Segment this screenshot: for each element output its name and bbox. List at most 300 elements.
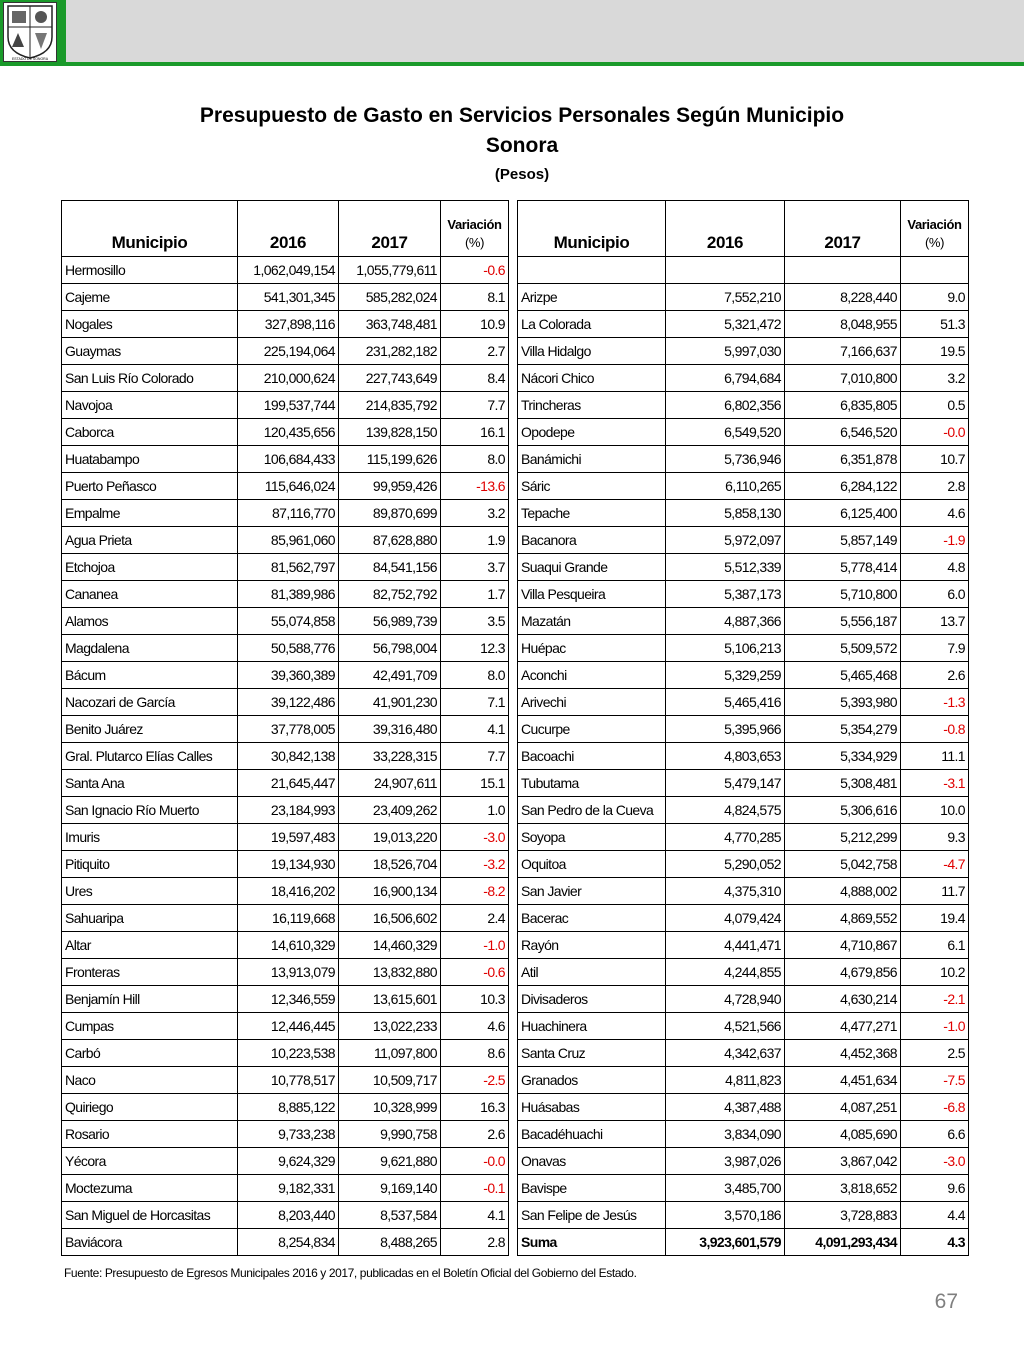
cell-municipio: Carbó	[62, 1040, 238, 1067]
cell-variacion: 19.4	[901, 905, 969, 932]
cell-2016: 8,203,440	[238, 1202, 339, 1229]
cell-variacion: 16.3	[441, 1094, 509, 1121]
cell-2016: 5,465,416	[666, 689, 785, 716]
cell-2016: 120,435,656	[238, 419, 339, 446]
cell-2016: 5,395,966	[666, 716, 785, 743]
table-row	[518, 392, 969, 419]
cell-municipio: San Felipe de Jesús	[518, 1202, 666, 1229]
cell-municipio: Rayón	[518, 932, 666, 959]
cell-2016: 4,824,575	[666, 797, 785, 824]
cell-municipio: Gral. Plutarco Elías Calles	[62, 743, 238, 770]
table-row	[62, 311, 509, 338]
cell-variacion: -0.8	[901, 716, 969, 743]
cell-variacion: 1.7	[441, 581, 509, 608]
cell-2017: 5,710,800	[785, 581, 901, 608]
table-row	[518, 473, 969, 500]
cell-2016: 4,387,488	[666, 1094, 785, 1121]
cell-2017: 5,465,468	[785, 662, 901, 689]
cell-2017: 56,798,004	[339, 635, 441, 662]
cell-2017: 39,316,480	[339, 716, 441, 743]
cell-2017: 6,284,122	[785, 473, 901, 500]
cell-municipio: San Miguel de Horcasitas	[62, 1202, 238, 1229]
cell-2017: 231,282,182	[339, 338, 441, 365]
page-number: 67	[934, 1290, 958, 1313]
left-budget-table	[61, 200, 509, 1256]
cell-municipio: Oquitoa	[518, 851, 666, 878]
cell-variacion: 6.6	[901, 1121, 969, 1148]
cell-municipio: Guaymas	[62, 338, 238, 365]
cell-2016: 6,549,520	[666, 419, 785, 446]
svg-text:ESTADO DE SONORA: ESTADO DE SONORA	[11, 57, 49, 61]
cell-2017	[785, 257, 901, 284]
cell-2016: 9,733,238	[238, 1121, 339, 1148]
table-row	[518, 1040, 969, 1067]
cell-2017: 5,393,980	[785, 689, 901, 716]
cell-2017: 585,282,024	[339, 284, 441, 311]
table-row	[518, 419, 969, 446]
cell-variacion: -0.0	[901, 419, 969, 446]
table-row	[62, 932, 509, 959]
cell-2017: 5,556,187	[785, 608, 901, 635]
table-row	[518, 1229, 969, 1256]
cell-municipio: Arivechi	[518, 689, 666, 716]
cell-municipio: Huachinera	[518, 1013, 666, 1040]
cell-municipio: Bacadéhuachi	[518, 1121, 666, 1148]
cell-2017: 23,409,262	[339, 797, 441, 824]
table-row	[62, 1175, 509, 1202]
table-row	[518, 446, 969, 473]
cell-municipio: Banámichi	[518, 446, 666, 473]
cell-variacion: -3.0	[901, 1148, 969, 1175]
table-row	[62, 986, 509, 1013]
cell-variacion: 10.2	[901, 959, 969, 986]
cell-2016: 210,000,624	[238, 365, 339, 392]
table-row	[62, 689, 509, 716]
col-header-2016: 2016	[238, 201, 339, 257]
cell-variacion: -6.8	[901, 1094, 969, 1121]
cell-variacion: -7.5	[901, 1067, 969, 1094]
cell-2017: 6,546,520	[785, 419, 901, 446]
cell-variacion: 9.0	[901, 284, 969, 311]
cell-2017: 4,679,856	[785, 959, 901, 986]
table-row	[62, 1148, 509, 1175]
cell-2017: 9,169,140	[339, 1175, 441, 1202]
cell-municipio: Nogales	[62, 311, 238, 338]
cell-2017: 363,748,481	[339, 311, 441, 338]
cell-2016: 541,301,345	[238, 284, 339, 311]
cell-variacion: 10.9	[441, 311, 509, 338]
table-row	[518, 905, 969, 932]
cell-variacion: -0.0	[441, 1148, 509, 1175]
table-row	[518, 608, 969, 635]
cell-2017: 89,870,699	[339, 500, 441, 527]
table-row	[62, 419, 509, 446]
cell-variacion: 8.1	[441, 284, 509, 311]
cell-variacion: 4.6	[901, 500, 969, 527]
cell-municipio: Fronteras	[62, 959, 238, 986]
cell-municipio: San Javier	[518, 878, 666, 905]
cell-2016: 5,387,173	[666, 581, 785, 608]
cell-municipio: Mazatán	[518, 608, 666, 635]
table-row	[62, 1040, 509, 1067]
col-header-municipio: Municipio	[62, 201, 238, 257]
cell-2017: 4,869,552	[785, 905, 901, 932]
cell-municipio: Bacoachi	[518, 743, 666, 770]
cell-2017: 4,091,293,434	[785, 1229, 901, 1256]
table-row	[62, 392, 509, 419]
banner-divider	[0, 62, 1024, 66]
table-row	[518, 338, 969, 365]
table-row	[62, 851, 509, 878]
cell-2016: 1,062,049,154	[238, 257, 339, 284]
table-row	[62, 608, 509, 635]
cell-municipio: Villa Pesqueira	[518, 581, 666, 608]
cell-2016: 19,597,483	[238, 824, 339, 851]
cell-2016: 4,803,653	[666, 743, 785, 770]
variacion-label: Variación	[447, 217, 502, 232]
cell-municipio: Yécora	[62, 1148, 238, 1175]
cell-2016: 3,485,700	[666, 1175, 785, 1202]
cell-municipio: Granados	[518, 1067, 666, 1094]
table-row	[62, 662, 509, 689]
cell-2016: 4,887,366	[666, 608, 785, 635]
cell-variacion: 15.1	[441, 770, 509, 797]
cell-2017: 3,728,883	[785, 1202, 901, 1229]
cell-2017: 18,526,704	[339, 851, 441, 878]
cell-variacion: 2.6	[441, 1121, 509, 1148]
cell-2016: 30,842,138	[238, 743, 339, 770]
cell-2017: 99,959,426	[339, 473, 441, 500]
col-header-municipio: Municipio	[518, 201, 666, 257]
cell-municipio: Benito Juárez	[62, 716, 238, 743]
cell-2017: 4,085,690	[785, 1121, 901, 1148]
cell-municipio: Hermosillo	[62, 257, 238, 284]
table-row	[62, 1013, 509, 1040]
cell-municipio: San Pedro de la Cueva	[518, 797, 666, 824]
cell-2016: 14,610,329	[238, 932, 339, 959]
cell-municipio: Alamos	[62, 608, 238, 635]
cell-2016: 225,194,064	[238, 338, 339, 365]
cell-variacion: -13.6	[441, 473, 509, 500]
cell-2017: 82,752,792	[339, 581, 441, 608]
cell-2017: 8,488,265	[339, 1229, 441, 1256]
cell-variacion: 2.6	[901, 662, 969, 689]
cell-variacion: 2.4	[441, 905, 509, 932]
cell-2017: 227,743,649	[339, 365, 441, 392]
cell-variacion: 4.3	[901, 1229, 969, 1256]
cell-variacion: 12.3	[441, 635, 509, 662]
table-row	[62, 743, 509, 770]
table-row	[518, 689, 969, 716]
cell-2016: 5,479,147	[666, 770, 785, 797]
coat-of-arms-icon	[3, 2, 57, 62]
cell-variacion: -0.6	[441, 959, 509, 986]
cell-variacion: 19.5	[901, 338, 969, 365]
cell-2016: 21,645,447	[238, 770, 339, 797]
cell-variacion: 4.6	[441, 1013, 509, 1040]
cell-municipio: San Ignacio Río Muerto	[62, 797, 238, 824]
cell-2017: 13,832,880	[339, 959, 441, 986]
cell-2017: 16,506,602	[339, 905, 441, 932]
cell-2016: 4,811,823	[666, 1067, 785, 1094]
table-row	[62, 446, 509, 473]
cell-variacion: 3.2	[901, 365, 969, 392]
cell-variacion: 10.7	[901, 446, 969, 473]
cell-2017: 5,212,299	[785, 824, 901, 851]
cell-2016	[666, 257, 785, 284]
cell-variacion: 51.3	[901, 311, 969, 338]
cell-municipio: Baviácora	[62, 1229, 238, 1256]
cell-variacion: -0.1	[441, 1175, 509, 1202]
table-row	[518, 824, 969, 851]
table-row	[62, 500, 509, 527]
cell-2016: 3,834,090	[666, 1121, 785, 1148]
cell-municipio: Huatabampo	[62, 446, 238, 473]
cell-municipio: Ures	[62, 878, 238, 905]
table-row	[518, 662, 969, 689]
table-row	[62, 473, 509, 500]
cell-municipio: Cajeme	[62, 284, 238, 311]
cell-2016: 37,778,005	[238, 716, 339, 743]
table-row	[62, 1202, 509, 1229]
page-subtitle-units: (Pesos)	[494, 166, 550, 183]
cell-municipio: Navojoa	[62, 392, 238, 419]
table-row	[518, 878, 969, 905]
cell-2016: 5,106,213	[666, 635, 785, 662]
cell-municipio: Aconchi	[518, 662, 666, 689]
cell-2017: 84,541,156	[339, 554, 441, 581]
table-row	[62, 635, 509, 662]
table-row	[62, 365, 509, 392]
cell-2016: 85,961,060	[238, 527, 339, 554]
table-row	[62, 905, 509, 932]
cell-2017: 8,537,584	[339, 1202, 441, 1229]
table-row	[518, 311, 969, 338]
table-row	[518, 527, 969, 554]
table-row	[518, 743, 969, 770]
cell-2016: 5,972,097	[666, 527, 785, 554]
cell-variacion: -4.7	[901, 851, 969, 878]
cell-2016: 19,134,930	[238, 851, 339, 878]
cell-2016: 10,223,538	[238, 1040, 339, 1067]
cell-2016: 9,182,331	[238, 1175, 339, 1202]
table-row	[518, 959, 969, 986]
cell-2017: 5,354,279	[785, 716, 901, 743]
cell-municipio: Huásabas	[518, 1094, 666, 1121]
cell-variacion: 13.7	[901, 608, 969, 635]
cell-municipio: Naco	[62, 1067, 238, 1094]
cell-variacion: 7.7	[441, 743, 509, 770]
cell-variacion: 9.6	[901, 1175, 969, 1202]
cell-municipio: Altar	[62, 932, 238, 959]
cell-variacion: 1.0	[441, 797, 509, 824]
cell-2016: 6,794,684	[666, 365, 785, 392]
cell-2017: 10,509,717	[339, 1067, 441, 1094]
cell-municipio	[518, 257, 666, 284]
cell-2016: 5,997,030	[666, 338, 785, 365]
table-row	[518, 1067, 969, 1094]
cell-2017: 19,013,220	[339, 824, 441, 851]
table-row	[62, 797, 509, 824]
table-row	[518, 1148, 969, 1175]
table-row	[518, 770, 969, 797]
cell-variacion: -3.1	[901, 770, 969, 797]
cell-2017: 5,306,616	[785, 797, 901, 824]
cell-2016: 12,346,559	[238, 986, 339, 1013]
cell-variacion: 6.0	[901, 581, 969, 608]
cell-municipio: Suma	[518, 1229, 666, 1256]
table-row	[62, 338, 509, 365]
cell-municipio: Cucurpe	[518, 716, 666, 743]
cell-2017: 4,087,251	[785, 1094, 901, 1121]
cell-2016: 39,122,486	[238, 689, 339, 716]
cell-variacion: -0.6	[441, 257, 509, 284]
cell-2017: 11,097,800	[339, 1040, 441, 1067]
cell-municipio: Sahuaripa	[62, 905, 238, 932]
cell-2016: 5,321,472	[666, 311, 785, 338]
table-row	[518, 797, 969, 824]
cell-2016: 8,254,834	[238, 1229, 339, 1256]
cell-municipio: Arizpe	[518, 284, 666, 311]
table-row	[518, 851, 969, 878]
cell-2017: 56,989,739	[339, 608, 441, 635]
cell-2016: 3,987,026	[666, 1148, 785, 1175]
cell-2017: 9,621,880	[339, 1148, 441, 1175]
table-row	[62, 824, 509, 851]
cell-2016: 39,360,389	[238, 662, 339, 689]
table-row	[518, 1013, 969, 1040]
cell-2016: 106,684,433	[238, 446, 339, 473]
cell-municipio: Opodepe	[518, 419, 666, 446]
cell-2017: 5,778,414	[785, 554, 901, 581]
cell-variacion: 6.1	[901, 932, 969, 959]
cell-2017: 8,228,440	[785, 284, 901, 311]
cell-2017: 214,835,792	[339, 392, 441, 419]
cell-2017: 139,828,150	[339, 419, 441, 446]
table-row	[518, 1121, 969, 1148]
cell-variacion: 3.7	[441, 554, 509, 581]
cell-2017: 13,615,601	[339, 986, 441, 1013]
cell-variacion: 11.1	[901, 743, 969, 770]
table-row	[62, 257, 509, 284]
cell-municipio: Soyopa	[518, 824, 666, 851]
cell-2016: 81,389,986	[238, 581, 339, 608]
right-budget-table	[517, 200, 969, 1256]
table-header-row	[518, 201, 969, 257]
cell-municipio: Santa Cruz	[518, 1040, 666, 1067]
cell-2016: 115,646,024	[238, 473, 339, 500]
cell-municipio: Tubutama	[518, 770, 666, 797]
table-row	[518, 635, 969, 662]
cell-variacion: 7.9	[901, 635, 969, 662]
cell-municipio: Caborca	[62, 419, 238, 446]
cell-municipio: Rosario	[62, 1121, 238, 1148]
cell-2017: 4,452,368	[785, 1040, 901, 1067]
cell-variacion: 7.7	[441, 392, 509, 419]
cell-municipio: Bácum	[62, 662, 238, 689]
table-row	[62, 1067, 509, 1094]
cell-2017: 4,710,867	[785, 932, 901, 959]
col-header-variacion	[441, 201, 509, 257]
cell-2016: 4,521,566	[666, 1013, 785, 1040]
cell-variacion: 4.4	[901, 1202, 969, 1229]
cell-variacion: -3.2	[441, 851, 509, 878]
cell-municipio: Tepache	[518, 500, 666, 527]
cell-2017: 13,022,233	[339, 1013, 441, 1040]
cell-2017: 41,901,230	[339, 689, 441, 716]
col-header-variacion	[901, 201, 969, 257]
cell-2017: 9,990,758	[339, 1121, 441, 1148]
table-header-row	[62, 201, 509, 257]
cell-2017: 1,055,779,611	[339, 257, 441, 284]
cell-2016: 3,923,601,579	[666, 1229, 785, 1256]
cell-variacion: 3.5	[441, 608, 509, 635]
cell-variacion: 8.0	[441, 446, 509, 473]
table-row	[518, 1202, 969, 1229]
page-title: Presupuesto de Gasto en Servicios Personales Según Municipio	[199, 104, 845, 127]
cell-2016: 23,184,993	[238, 797, 339, 824]
cell-municipio: Magdalena	[62, 635, 238, 662]
cell-variacion: -1.0	[441, 932, 509, 959]
cell-municipio: Pitiquito	[62, 851, 238, 878]
cell-variacion: -8.2	[441, 878, 509, 905]
cell-2016: 13,913,079	[238, 959, 339, 986]
cell-municipio: Onavas	[518, 1148, 666, 1175]
cell-2017: 3,867,042	[785, 1148, 901, 1175]
cell-2017: 8,048,955	[785, 311, 901, 338]
cell-2017: 6,835,805	[785, 392, 901, 419]
cell-2017: 4,451,634	[785, 1067, 901, 1094]
cell-2017: 4,630,214	[785, 986, 901, 1013]
cell-municipio: Trincheras	[518, 392, 666, 419]
cell-2016: 5,736,946	[666, 446, 785, 473]
cell-2016: 12,446,445	[238, 1013, 339, 1040]
cell-2016: 4,342,637	[666, 1040, 785, 1067]
cell-2016: 327,898,116	[238, 311, 339, 338]
table-row	[518, 500, 969, 527]
cell-municipio: Empalme	[62, 500, 238, 527]
state-logo	[0, 0, 66, 66]
table-row	[62, 527, 509, 554]
cell-2017: 6,351,878	[785, 446, 901, 473]
cell-2016: 4,375,310	[666, 878, 785, 905]
cell-variacion: 2.5	[901, 1040, 969, 1067]
cell-2016: 55,074,858	[238, 608, 339, 635]
table-row	[62, 1121, 509, 1148]
cell-2017: 6,125,400	[785, 500, 901, 527]
cell-variacion: 7.1	[441, 689, 509, 716]
cell-2017: 4,888,002	[785, 878, 901, 905]
cell-municipio: Santa Ana	[62, 770, 238, 797]
cell-2016: 4,079,424	[666, 905, 785, 932]
cell-2016: 7,552,210	[666, 284, 785, 311]
cell-2016: 4,441,471	[666, 932, 785, 959]
table-row	[518, 1094, 969, 1121]
cell-municipio: Cananea	[62, 581, 238, 608]
cell-variacion: 11.7	[901, 878, 969, 905]
cell-2017: 7,166,637	[785, 338, 901, 365]
cell-variacion	[901, 257, 969, 284]
cell-2017: 5,857,149	[785, 527, 901, 554]
cell-variacion: 8.6	[441, 1040, 509, 1067]
cell-variacion: 2.7	[441, 338, 509, 365]
table-row	[62, 1229, 509, 1256]
cell-2017: 4,477,271	[785, 1013, 901, 1040]
cell-2016: 5,858,130	[666, 500, 785, 527]
cell-municipio: Bacerac	[518, 905, 666, 932]
cell-2017: 5,308,481	[785, 770, 901, 797]
cell-variacion: -1.9	[901, 527, 969, 554]
